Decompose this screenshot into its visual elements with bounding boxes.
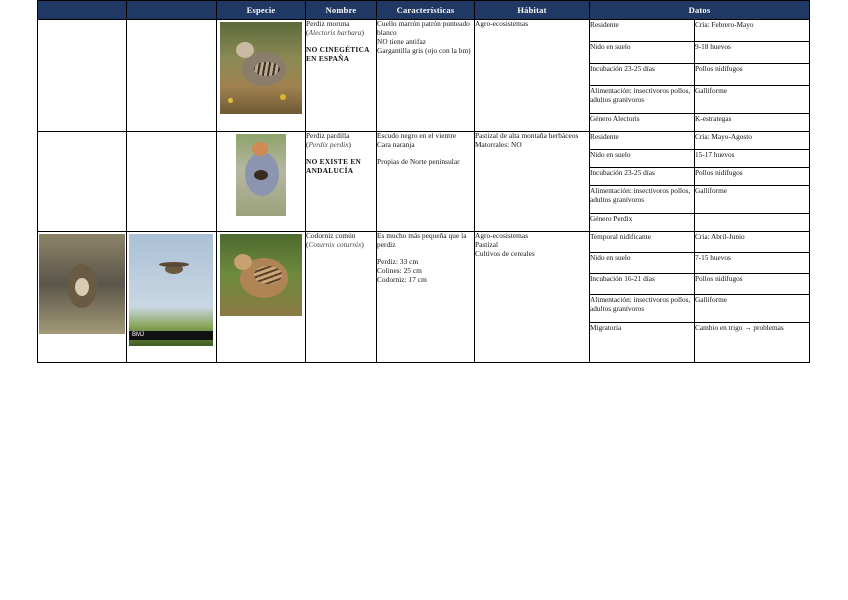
data-cell: Nido en suelo [590,253,695,274]
data-cell: Galliforme [695,295,810,323]
header-datos: Datos [590,1,810,20]
data-cell: Cambio en trigo → problemas [695,323,810,363]
feature: Cara naranja [377,139,415,149]
data-cell: Alimentación: insectívoros pollos, adultos granívoros [590,295,695,323]
data-cell: Residente [590,132,695,150]
data-cell: 9-18 huevos [695,42,810,64]
red-legged-partridge-photo [220,22,302,114]
species-row [38,20,810,42]
empty-cell [127,132,217,232]
name-cell: Perdiz moruna (Alectoris barbara) NO CINEGÉTICA EN ESPAÑA [306,20,377,132]
habitat-item: Cultivos de cereales [475,248,535,258]
feature: Perdiz: 33 cm [377,256,419,266]
photo-cell [217,20,306,132]
data-cell: Temporal nidificante [590,232,695,253]
habitat-item: Agro-ecosistemas [475,231,529,240]
header-row [38,1,810,20]
feature: Gargantilla gris (ojo con la bm) [377,45,471,55]
header-photo-1 [38,1,127,20]
photo-cell [127,232,217,363]
empty-cell [127,20,217,132]
data-cell: Alimentación: insectívoros pollos, adultos granívoros [590,86,695,114]
habitat-cell [475,132,590,232]
features-cell [377,132,475,232]
common-name: Perdiz moruna [306,19,350,28]
data-cell: Nido en suelo [590,150,695,168]
data-cell: Nido en suelo [590,42,695,64]
photo-cell [217,132,306,232]
species-row [38,232,810,253]
common-name: Perdiz pardilla [306,131,350,140]
feature: Cuello marrón patrón punteado blanco [377,19,470,37]
features-cell [377,232,475,363]
common-name: Codorniz común [306,231,356,240]
habitat-cell [475,232,590,363]
header-caracteristicas: Características [377,1,475,20]
data-cell: Cría: Mayo-Agosto [695,132,810,150]
feature: Escudo negro en el vientre [377,131,457,140]
data-cell [695,214,810,232]
features-cell [377,20,475,132]
data-cell: Cría: Febrero-Mayo [695,20,810,42]
scientific-name: Coturnix coturnix [308,239,362,249]
common-quail-photo [220,234,302,316]
empty-cell [38,20,127,132]
photo-caption: BMJ [129,331,213,340]
habitat-item: Matorrales: NO [475,139,522,149]
scientific-name: Alectoris barbara [308,27,362,37]
photo-cell [217,232,306,363]
feature: Es mucho más pequeña que la perdiz [377,231,467,249]
header-photo-2 [127,1,217,20]
data-cell: Galliforme [695,86,810,114]
habitat-cell [475,20,590,132]
note: NO EXISTE EN ANDALUCÍA [306,156,362,175]
data-cell: Incubación 23-25 días [590,64,695,86]
empty-cell [38,132,127,232]
data-cell: 7-15 huevos [695,253,810,274]
note: NO CINEGÉTICA EN ESPAÑA [306,44,370,63]
name-cell: Codorniz común (Coturnix coturnix) [306,232,377,363]
quail-flying-photo [129,234,213,346]
feature: Colines: 25 cm [377,265,422,275]
data-cell: Residente [590,20,695,42]
habitat-item: Pastizal [475,239,499,249]
habitat-item: Pastizal de alta montaña herbáceos [475,131,579,140]
data-cell: Alimentación: insectívoros pollos, adultos granívoros [590,186,695,214]
data-cell: Pollos nidífugos [695,168,810,186]
feature: Codorniz: 17 cm [377,274,427,284]
feature: NO tiene antifaz [377,36,427,46]
data-cell: Incubación 23-25 días [590,168,695,186]
data-cell: Galliforme [695,186,810,214]
data-cell: Migratoria [590,323,695,363]
photo-cell [38,232,127,363]
grey-partridge-photo [236,134,286,216]
habitat-item: Agro-ecosistemas [475,19,529,28]
header-nombre: Nombre [306,1,377,20]
data-cell: Género Alectoris [590,114,695,132]
data-cell: Cría: Abril-Junio [695,232,810,253]
data-cell: Género Perdix [590,214,695,232]
name-cell: Perdiz pardilla (Perdix perdix) NO EXISTE EN ANDALUCÍA [306,132,377,232]
species-row [38,132,810,150]
header-habitat: Hábitat [475,1,590,20]
data-cell: K-estrategas [695,114,810,132]
scientific-name: Perdix perdix [308,139,349,149]
data-cell: Pollos nidífugos [695,64,810,86]
data-cell: Pollos nidífugos [695,274,810,295]
feature: Propias de Norte peninsular [377,156,460,166]
header-especie: Especie [217,1,306,20]
data-cell: 15-17 huevos [695,150,810,168]
quail-in-hand-photo [39,234,125,334]
data-cell: Incubación 16-21 días [590,274,695,295]
species-table [37,0,810,363]
